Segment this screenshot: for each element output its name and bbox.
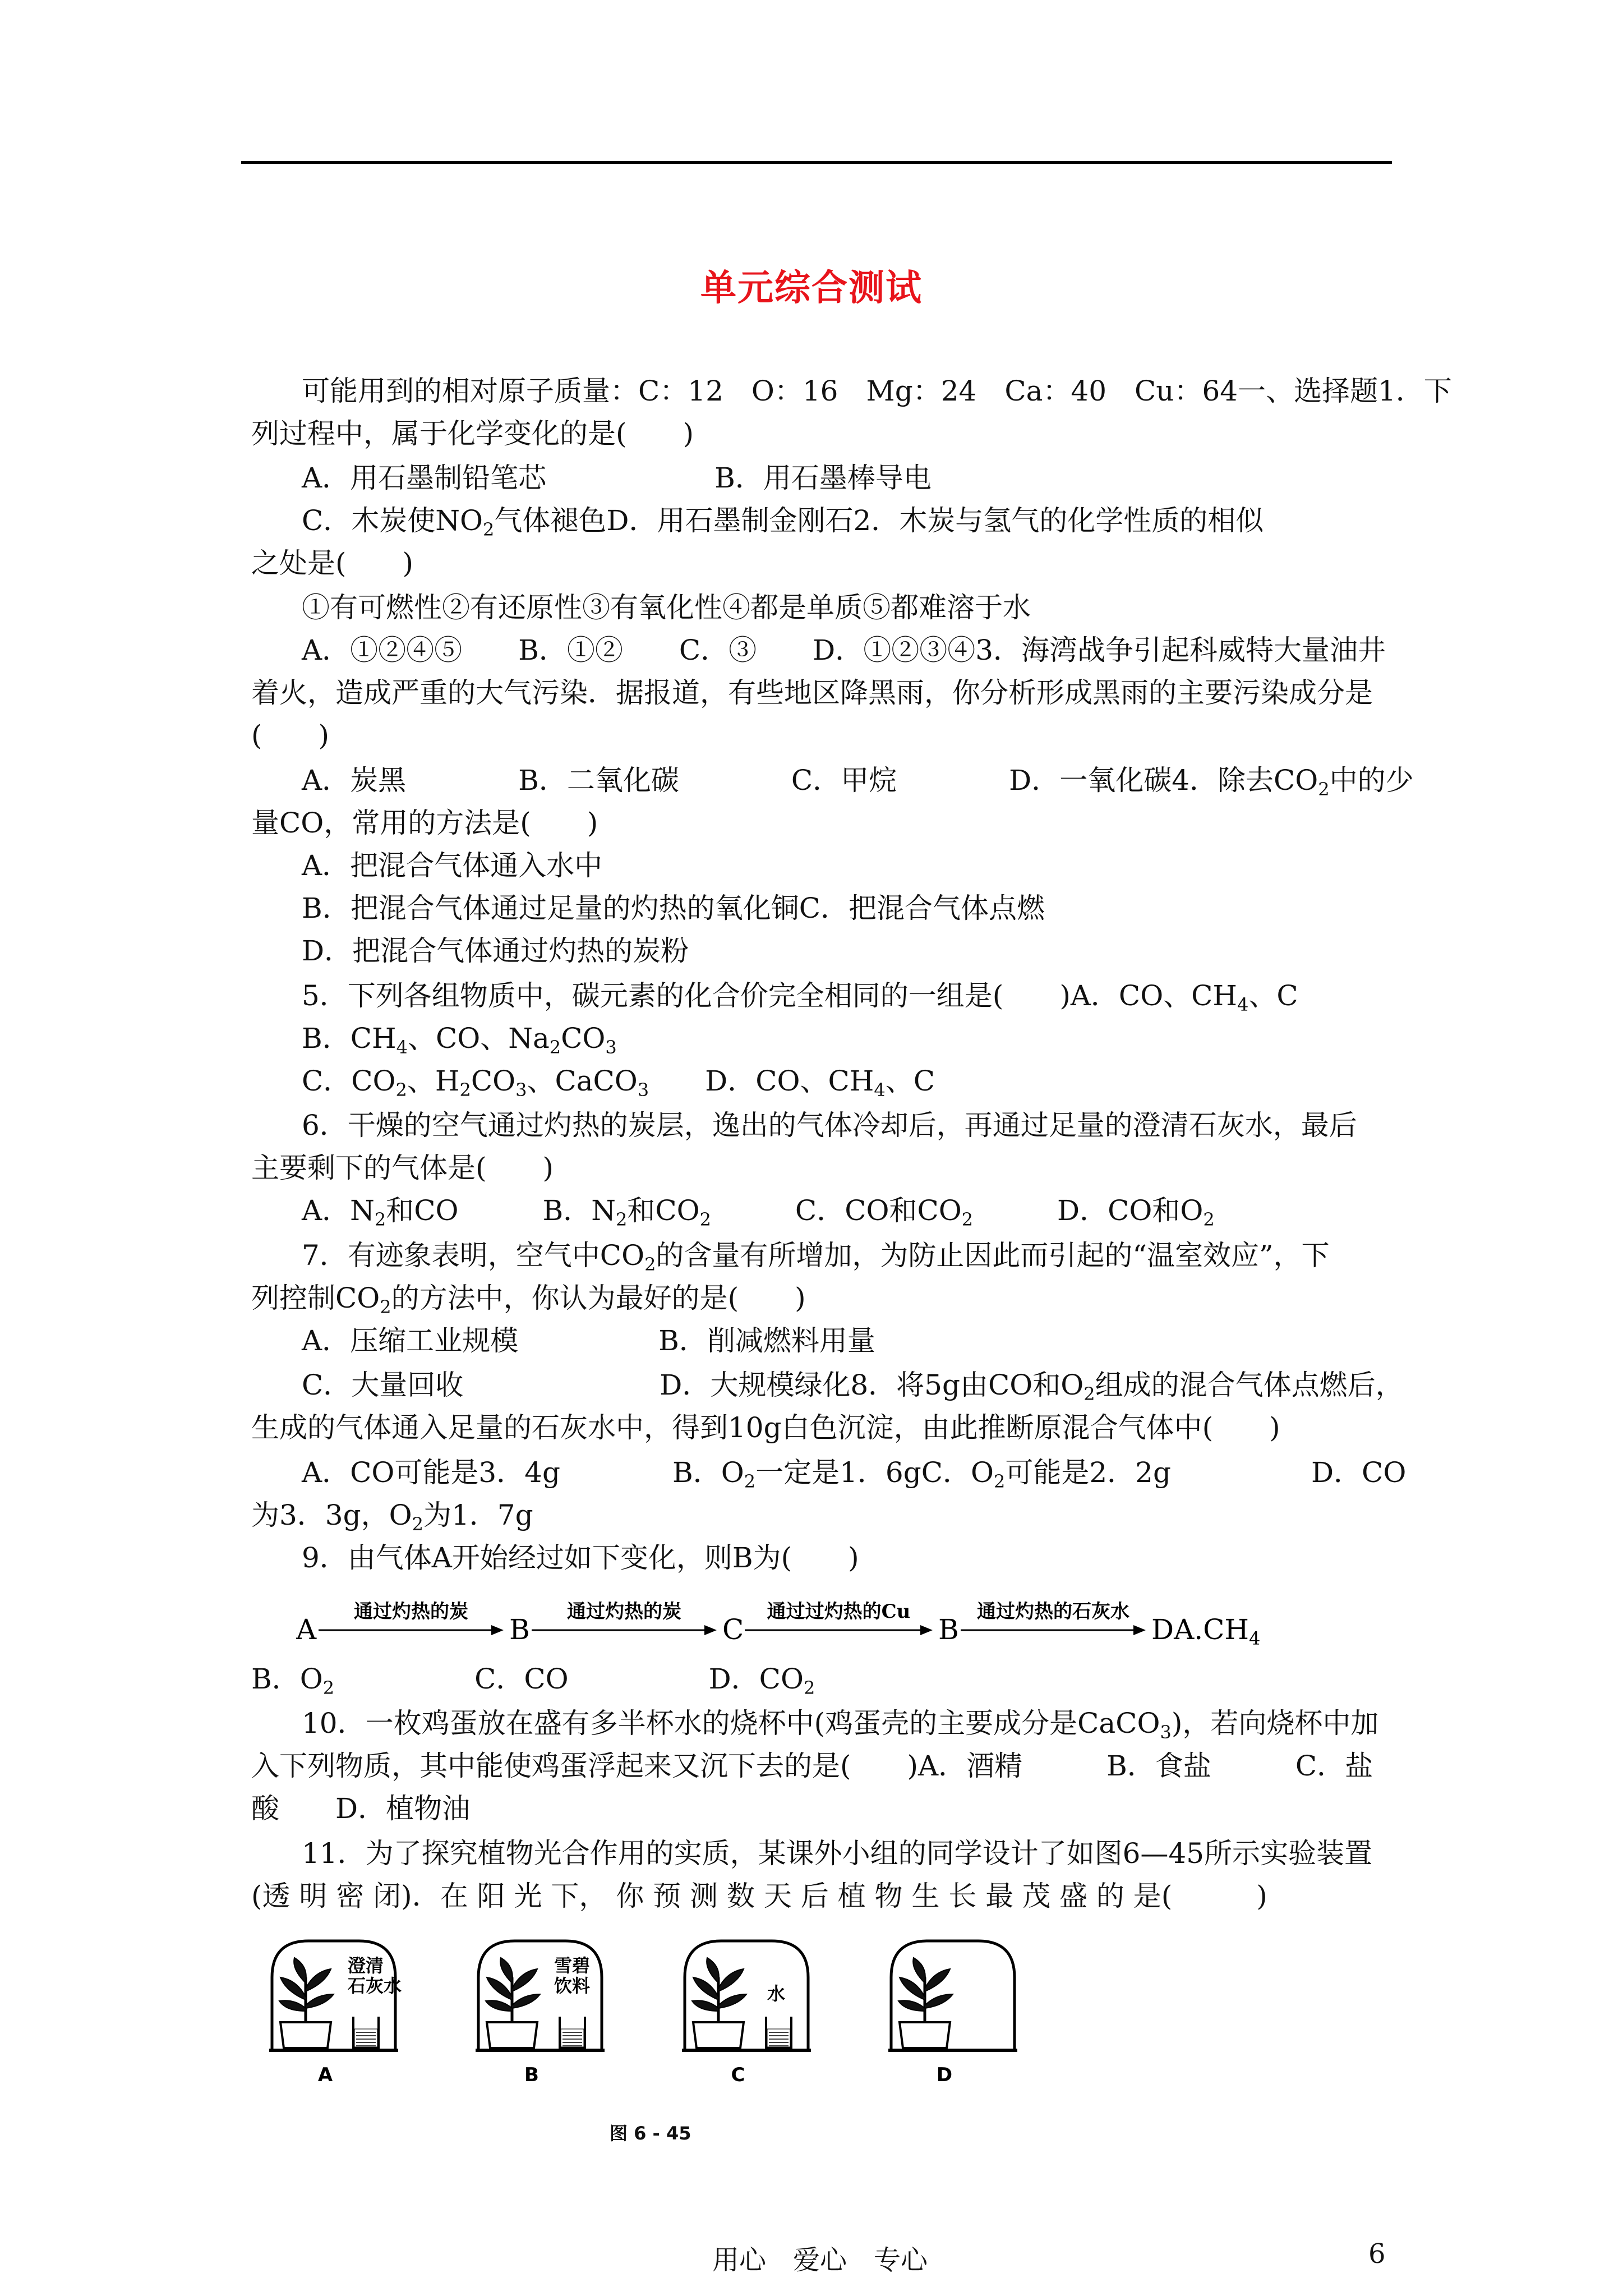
text-line: 6．干燥的空气通过灼热的炭层，逸出的气体冷却后，再通过足量的澄清石灰水，最后 <box>302 1109 1357 1142</box>
text-line: 11．为了探究植物光合作用的实质，某课外小组的同学设计了如图6—45所示实验装置 <box>302 1837 1373 1870</box>
text-line: 9．由气体A开始经过如下变化，则B为( ) <box>302 1542 859 1574</box>
page-number: 6 <box>1368 2238 1386 2270</box>
page-title: 单元综合测试 <box>700 268 923 309</box>
text-line: B．$CH_4$、CO、$Na_2CO_3$ <box>302 1022 617 1058</box>
figure-panel-c <box>682 1941 811 2086</box>
text-line: 之处是( ) <box>251 547 414 579</box>
flow-label: 通过过灼热的Cu <box>767 1600 911 1623</box>
figure-panel-a <box>269 1941 402 2086</box>
text-line: 入下列物质，其中能使鸡蛋浮起来又沉下去的是( )A．酒精 B．食盐 C．盐 <box>251 1750 1373 1782</box>
figure-caption: 图 6 - 45 <box>610 2123 691 2144</box>
text-line: 生成的气体通入足量的石灰水中，得到10g白色沉淀，由此推断原混合气体中( ) <box>251 1411 1280 1444</box>
header-rule <box>241 161 1392 164</box>
plant-pot-icon <box>280 2022 331 2048</box>
plant-pot-icon <box>487 2022 537 2048</box>
text-line: 可能用到的相对原子质量：C：12 O：16 Mg：24 Ca：40 Cu：64一、选择题1．下 <box>302 375 1452 407</box>
text-line: 列过程中，属于化学变化的是( ) <box>251 417 694 450</box>
figure-panel-d <box>888 1941 1017 2086</box>
flow-node: B <box>938 1613 959 1646</box>
panel-letter: D <box>936 2064 953 2086</box>
arrow-head-icon <box>704 1625 717 1635</box>
text-line: A．炭黑 B．二氧化碳 C．甲烷 D．一氧化碳4．除去$CO_2$中的少 <box>302 764 1414 800</box>
arrow-head-icon <box>920 1625 933 1635</box>
footer-motto: 用心 爱心 专心 <box>712 2244 928 2276</box>
text-line: C．$CO_2$、$H_2CO_3$、CaCO$_3$ D．CO、$CH_4$、C <box>302 1065 935 1101</box>
text-line: 为3．3g，$O_2$为1．7g <box>251 1499 533 1535</box>
text-line: A．CO可能是3．4g B．$O_2$一定是1．6gC．$O_2$可能是2．2g D．CO <box>302 1456 1407 1492</box>
flow-node: A <box>296 1613 317 1646</box>
panel-label: 澄清 <box>348 1955 384 1976</box>
flow-node: C <box>722 1613 744 1646</box>
text-line: 5．下列各组物质中，碳元素的化合价完全相同的一组是( )A．CO、$CH_4$、C <box>302 979 1298 1015</box>
text-line: A．$N_2$和CO B．$N_2$和$CO_2$ C．CO和$CO_2$ D．CO和$O_2$ <box>302 1194 1215 1230</box>
flow-label: 通过灼热的炭 <box>354 1600 468 1623</box>
panel-letter: C <box>731 2064 745 2086</box>
panel-label: 饮料 <box>554 1975 591 1996</box>
panel-letter: B <box>524 2064 539 2086</box>
text-line: B．$O_2$ C．CO D．$CO_2$ <box>251 1663 815 1699</box>
flow-label: 通过灼热的炭 <box>567 1600 681 1623</box>
plant-pot-icon <box>900 2022 950 2048</box>
text-line: D．把混合气体通过灼热的炭粉 <box>302 935 689 967</box>
text-line: 量CO，常用的方法是( ) <box>251 807 598 839</box>
text-line: 列控制$CO_2$的方法中，你认为最好的是( ) <box>251 1282 806 1318</box>
text-line: A．把混合气体通入水中 <box>302 849 603 882</box>
text-line: B．把混合气体通过足量的灼热的氧化铜C．把混合气体点燃 <box>302 892 1045 924</box>
text-line: 酸 D．植物油 <box>251 1792 471 1825</box>
figure-6-45 <box>264 1938 1071 2129</box>
flow-node: $DA.CH_4$ <box>1151 1613 1261 1649</box>
text-line: 7．有迹象表明，空气中$CO_2$的含量有所增加，为防止因此而引起的“温室效应”，下 <box>302 1239 1330 1275</box>
text-line: 10．一枚鸡蛋放在盛有多半杯水的烧杯中(鸡蛋壳的主要成分是CaCO$_3$)，若向烧杯中加 <box>302 1707 1379 1743</box>
panel-letter: A <box>317 2064 333 2086</box>
panel-label: 水 <box>767 1983 786 2004</box>
plant-pot-icon <box>693 2022 744 2048</box>
panel-label: 雪碧 <box>554 1955 591 1976</box>
text-line: 着火，造成严重的大气污染．据报道，有些地区降黑雨，你分析形成黑雨的主要污染成分是 <box>251 677 1373 709</box>
text-line: ( ) <box>251 719 330 752</box>
flow-label: 通过灼热的石灰水 <box>977 1600 1129 1623</box>
text-line: C．木炭使$NO_2$气体褪色D．用石墨制金刚石2．木炭与氢气的化学性质的相似 <box>302 504 1264 540</box>
text-line: ①有可燃性②有还原性③有氧化性④都是单质⑤都难溶于水 <box>302 591 1031 624</box>
flow-diagram <box>296 1590 1294 1651</box>
arrow-head-icon <box>1133 1625 1146 1635</box>
flow-node: B <box>509 1613 530 1646</box>
text-line: 主要剩下的气体是( ) <box>251 1152 554 1184</box>
panel-label: 石灰水 <box>348 1975 402 1996</box>
text-line: A．用石墨制铅笔芯 B．用石墨棒导电 <box>302 462 932 494</box>
text-line: A．压缩工业规模 B．削减燃料用量 <box>302 1324 875 1357</box>
text-line: A．①②④⑤ B．①② C．③ D．①②③④3．海湾战争引起科威特大量油井 <box>302 634 1386 666</box>
arrow-head-icon <box>491 1625 504 1635</box>
option-c-text: C．木炭使$NO_2$气体褪色 <box>302 504 607 540</box>
text-line: C．大量回收 D．大规模绿化8．将5g由CO和$O_2$组成的混合气体点燃后， <box>302 1369 1404 1405</box>
text-line: (透 明 密 闭)．在 阳 光 下， 你 预 测 数 天 后 植 物 生 长 最 茂 盛 的 是( ) <box>251 1880 1267 1912</box>
figure-panel-b <box>476 1941 605 2086</box>
